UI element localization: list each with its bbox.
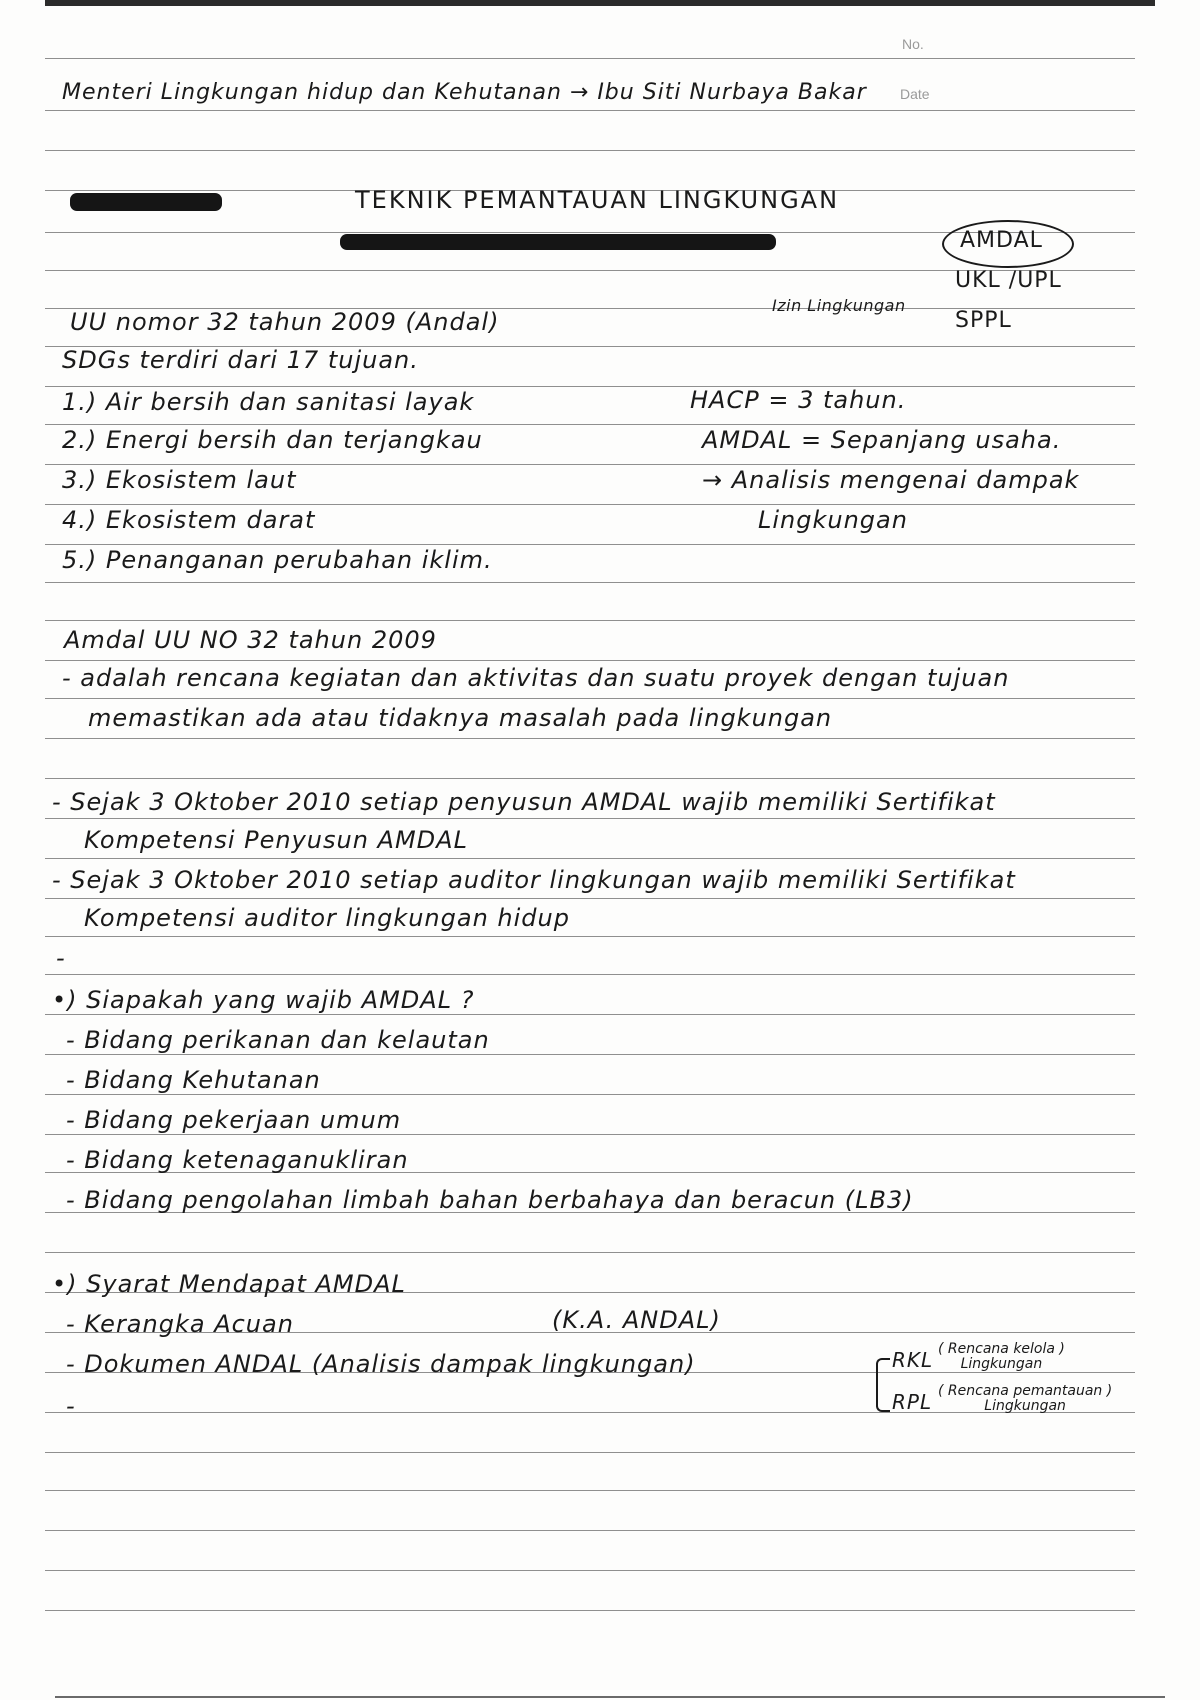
ruled-line — [45, 1490, 1135, 1491]
haccp-note: HACP = 3 tahun. — [690, 386, 907, 414]
rpl-desc-line: Rencana pemantauan — [947, 1383, 1103, 1399]
sppl-label: SPPL — [955, 308, 1012, 333]
rpl-description: ( Rencana pemantauan ) Lingkungan — [938, 1383, 1113, 1414]
rkl-description: ( Rencana kelola ) Lingkungan — [938, 1341, 1065, 1372]
definition-line: memastikan ada atau tidaknya masalah pada lingkungan — [88, 704, 833, 732]
wajib-heading: •) Siapakah yang wajib AMDAL ? — [52, 986, 475, 1014]
certification-line: - — [56, 944, 66, 972]
syarat-item: - Kerangka Acuan — [66, 1310, 294, 1338]
ruled-line — [45, 504, 1135, 505]
amdal-period-note: AMDAL = Sepanjang usaha. — [702, 426, 1062, 454]
rpl-desc-line: Lingkungan — [984, 1398, 1066, 1414]
page-top-edge — [45, 0, 1155, 6]
ruled-line — [45, 582, 1135, 583]
wajib-item: - Bidang pekerjaan umum — [66, 1106, 402, 1134]
wajib-item: - Bidang ketenaganukliran — [66, 1146, 409, 1174]
syarat-item: - — [66, 1392, 76, 1420]
rkl-label: RKL — [892, 1348, 934, 1372]
ruled-line — [45, 974, 1135, 975]
number-label: No. — [902, 36, 924, 52]
wajib-item: - Bidang perikanan dan kelautan — [66, 1026, 490, 1054]
ruled-line — [45, 1054, 1135, 1055]
ruled-line — [45, 698, 1135, 699]
rkl-rpl-bracket — [876, 1358, 890, 1412]
wajib-item: - Bidang Kehutanan — [66, 1066, 321, 1094]
ukl-upl-label: UKL /UPL — [955, 268, 1062, 293]
sdgs-intro: SDGs terdiri dari 17 tujuan. — [62, 346, 419, 374]
lingkungan-note: Lingkungan — [758, 506, 908, 534]
ruled-line — [45, 936, 1135, 937]
amdal-label: AMDAL — [960, 228, 1043, 253]
ruled-line — [45, 1014, 1135, 1015]
certification-line: Kompetensi Penyusun AMDAL — [84, 826, 468, 854]
ruled-line — [45, 1530, 1135, 1531]
law-reference: UU nomor 32 tahun 2009 (Andal) — [70, 308, 500, 336]
ruled-line — [45, 1610, 1135, 1611]
certification-line: - Sejak 3 Oktober 2010 setiap auditor lingkungan wajib memiliki Sertifikat — [52, 866, 1016, 894]
rpl-label: RPL — [892, 1390, 933, 1414]
ruled-line — [45, 818, 1135, 819]
ruled-line — [45, 1094, 1135, 1095]
ruled-line — [45, 1452, 1135, 1453]
ruled-line — [45, 58, 1135, 59]
scribbled-out-subtitle — [340, 234, 776, 250]
ruled-line — [45, 738, 1135, 739]
ruled-line — [45, 1134, 1135, 1135]
sdg-item: 1.) Air bersih dan sanitasi layak — [62, 388, 475, 416]
ruled-line — [45, 1570, 1135, 1571]
certification-line: Kompetensi auditor lingkungan hidup — [84, 904, 570, 932]
page-title: TEKNIK PEMANTAUAN LINGKUNGAN — [355, 186, 840, 214]
date-label: Date — [900, 86, 930, 102]
definition-line: - adalah rencana kegiatan dan aktivitas dan suatu proyek dengan tujuan — [62, 664, 1010, 692]
izin-lingkungan-note: Izin Lingkungan — [772, 296, 906, 315]
sdg-item: 4.) Ekosistem darat — [62, 506, 316, 534]
ruled-line — [45, 464, 1135, 465]
sdg-item: 2.) Energi bersih dan terjangkau — [62, 426, 483, 454]
ruled-line — [45, 660, 1135, 661]
sdg-item: 3.) Ekosistem laut — [62, 466, 297, 494]
syarat-heading: •) Syarat Mendapat AMDAL — [52, 1270, 406, 1298]
sdg-item: 5.) Penanganan perubahan iklim. — [62, 546, 493, 574]
syarat-item: - Dokumen ANDAL (Analisis dampak lingkungan) — [66, 1350, 696, 1378]
analisis-note: → Analisis mengenai dampak — [702, 466, 1080, 494]
ruled-line — [45, 858, 1135, 859]
page-bottom-edge — [55, 1696, 1165, 1698]
ruled-line — [45, 898, 1135, 899]
ka-andal-note: (K.A. ANDAL) — [552, 1306, 721, 1334]
ruled-line — [45, 386, 1135, 387]
ruled-line — [45, 778, 1135, 779]
ruled-line — [45, 620, 1135, 621]
wajib-item: - Bidang pengolahan limbah bahan berbahaya dan beracun (LB3) — [66, 1186, 914, 1214]
definition-heading: Amdal UU NO 32 tahun 2009 — [64, 626, 437, 654]
ruled-line — [45, 544, 1135, 545]
certification-line: - Sejak 3 Oktober 2010 setiap penyusun AMDAL wajib memiliki Sertifikat — [52, 788, 996, 816]
rkl-desc-line: Rencana kelola — [947, 1341, 1055, 1357]
scribbled-out-word — [70, 193, 222, 211]
ruled-line — [45, 150, 1135, 151]
minister-line: Menteri Lingkungan hidup dan Kehutanan → Ibu Siti Nurbaya Bakar — [62, 80, 867, 105]
rkl-desc-line: Lingkungan — [960, 1356, 1043, 1372]
ruled-line — [45, 424, 1135, 425]
ruled-line — [45, 110, 1135, 111]
ruled-line — [45, 1252, 1135, 1253]
